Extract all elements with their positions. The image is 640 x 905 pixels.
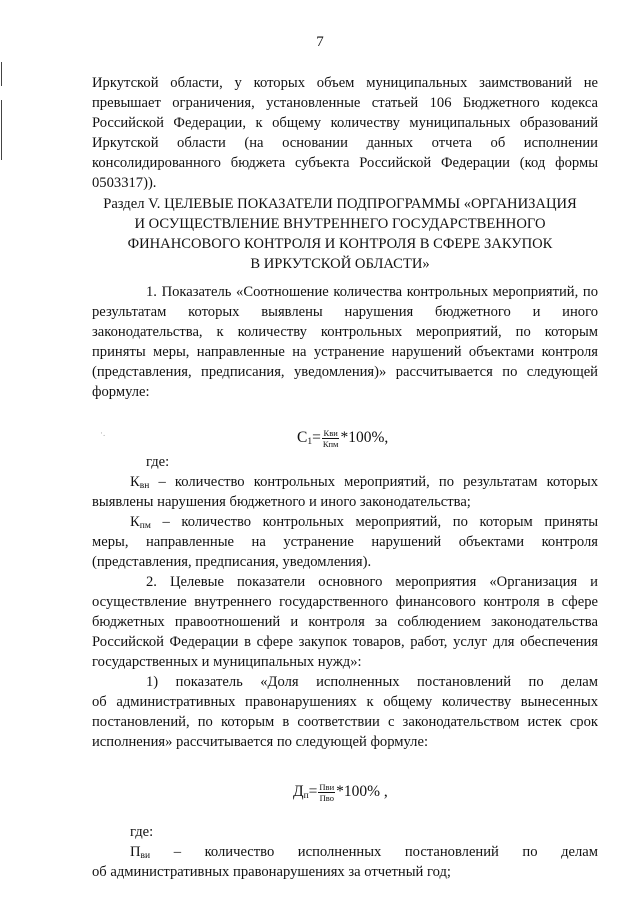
where-label: где: — [130, 824, 154, 840]
text-line: осуществление внутреннего государственного финансового контроля в сфере — [92, 594, 598, 610]
section-title-line: Раздел V. ЦЕЛЕВЫЕ ПОКАЗАТЕЛИ ПОДПРОГРАММЫ «ОРГАНИЗАЦИЯ — [103, 196, 577, 212]
text-line: об административных правонарушениях за отчетный год; — [92, 864, 451, 880]
text-line: постановлений, по которым в соответствии с законодательством истек срок — [92, 714, 598, 730]
text-line: превышает ограничения, установленные статьей 106 Бюджетного кодекса — [92, 95, 598, 111]
definition-kvn: $К_{вн}$ – количество контрольных мероприятий, по результатам которых — [130, 474, 598, 491]
scan-margin-mark — [1, 62, 2, 86]
text-line: Иркутской области, у которых объем муниципальных заимствований не — [92, 75, 598, 91]
text-line: Российской Федерации в сфере закупок товаров, работ, услуг для обеспечения — [92, 634, 598, 650]
text-line: исполнения» рассчитывается по следующей формуле: — [92, 734, 428, 750]
section-title-line: В ИРКУТСКОЙ ОБЛАСТИ» — [250, 256, 430, 272]
text-line: (представления, предписания, уведомления). — [92, 554, 372, 570]
text-line: приняты меры, направленные на устранение нарушений объектами контроля — [92, 344, 598, 360]
text-line: меры, направленные на устранение нарушений объектами контроля — [92, 534, 598, 550]
text-line: Иркутской области (на основании данных отчета об исполнении — [92, 135, 598, 151]
text-line: об административных правонарушениях к общему количеству вынесенных — [92, 694, 598, 710]
where-label: где: — [146, 454, 170, 470]
section-title-line: ФИНАНСОВОГО КОНТРОЛЯ И КОНТРОЛЯ В СФЕРЕ ЗАКУПОК — [127, 236, 553, 252]
text-line: консолидированного бюджета субъекта Российской Федерации (код формы — [92, 155, 598, 171]
page-number: 7 — [316, 34, 324, 50]
text-line: 2. Целевые показатели основного мероприятия «Организация и — [146, 574, 598, 590]
text-line: 1) показатель «Доля исполненных постановлений по делам — [146, 674, 598, 690]
formula-c1: $С_1=$ $\frac{\text{Кви}}{\text{Кпм}}$ *100%, — [297, 428, 389, 449]
text-line: Российской Федерации, к общему количеству муниципальных образований — [92, 115, 598, 131]
text-line: законодательства, к количеству контрольных мероприятий, по которым — [92, 324, 598, 340]
text-line: 0503317)). — [92, 175, 157, 191]
scan-margin-mark — [1, 100, 2, 160]
text-line: 1. Показатель «Соотношение количества контрольных мероприятий, по — [146, 284, 598, 300]
text-line: результатам которых выявлены нарушения бюджетного и иного — [92, 304, 598, 320]
text-line: государственных и муниципальных нужд»: — [92, 654, 362, 670]
text-line: формуле: — [92, 384, 150, 400]
text-line: (представления, предписания, уведомления)» рассчитывается по следующей — [92, 364, 598, 380]
section-title-line: И ОСУЩЕСТВЛЕНИЕ ВНУТРЕННЕГО ГОСУДАРСТВЕННОГО — [134, 216, 546, 232]
definition-kpm: $К_{пм}$ – количество контрольных мероприятий, по которым приняты — [130, 514, 598, 531]
text-line: выявлены нарушения бюджетного и иного законодательства; — [92, 494, 471, 510]
formula-dp: $Д_п=$ $\frac{\text{Пви}}{\text{Пвo}}$ *100% , — [293, 782, 388, 803]
scan-speck: ·. — [100, 428, 106, 438]
definition-pvi: $П_{ви}$ – количество исполненных постановлений по делам — [130, 844, 598, 861]
text-line: бюджетных правоотношений и контроля за соблюдением законодательства — [92, 614, 598, 630]
